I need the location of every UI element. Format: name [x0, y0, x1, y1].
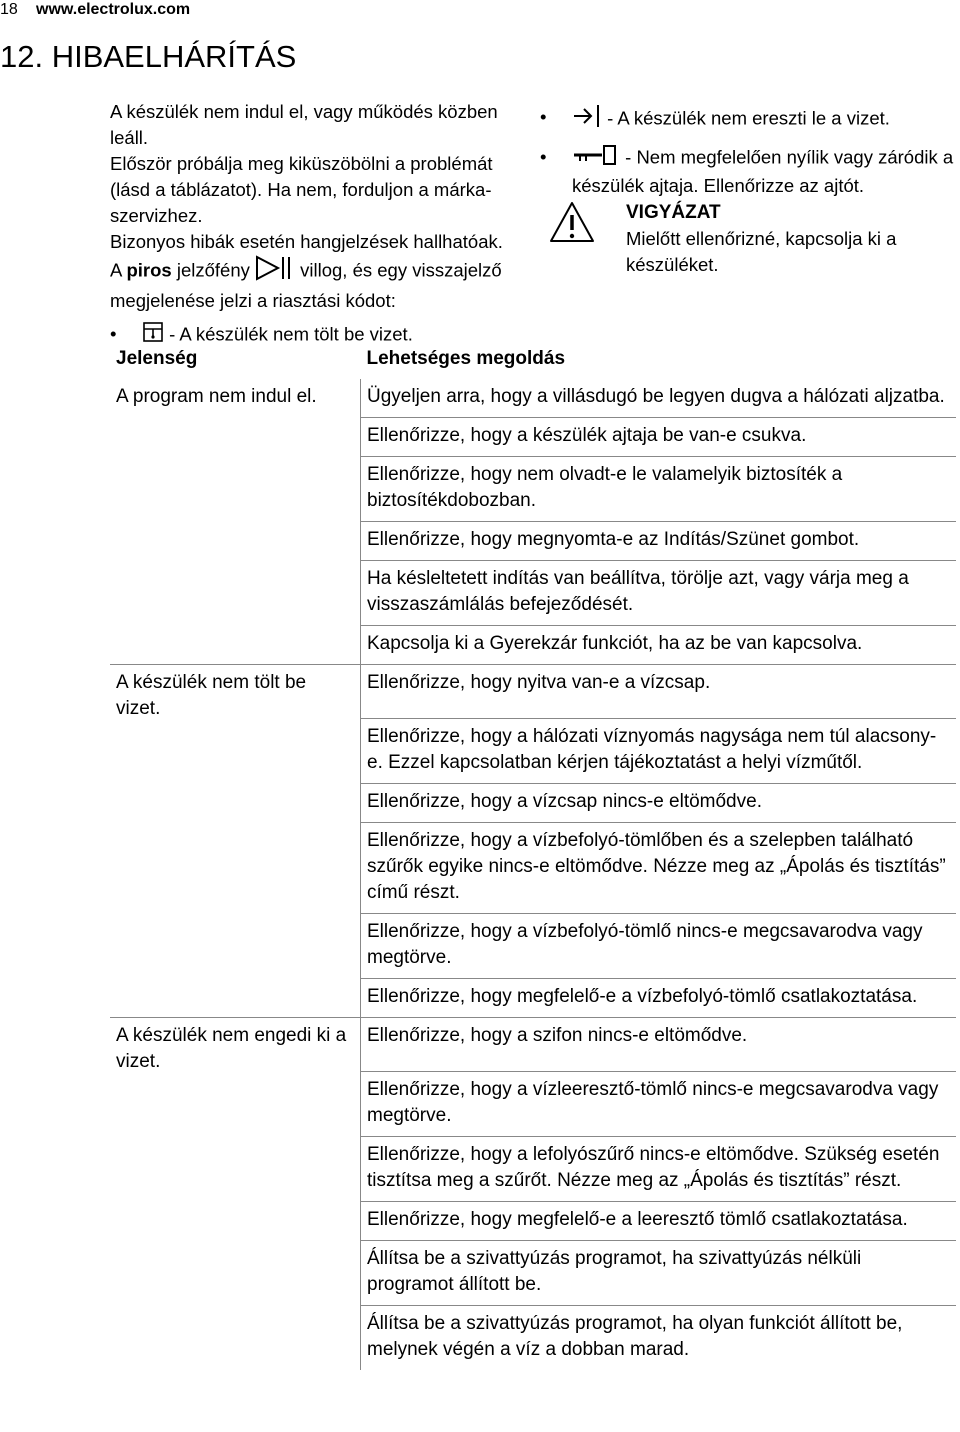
solution-cell: Ellenőrizze, hogy a szifon nincs-e eltömődve.: [361, 1018, 957, 1072]
solution-cell: Ellenőrizze, hogy a vízcsap nincs-e eltömődve.: [361, 784, 957, 823]
table-row: [110, 379, 956, 418]
warning-title: VIGYÁZAT: [626, 202, 721, 223]
solution-cell: Ellenőrizze, hogy nyitva van-e a vízcsap.: [361, 665, 957, 719]
solution-cell: Ellenőrizze, hogy a lefolyószűrő nincs-e eltömődve. Szükség esetén tisztítsa meg a szűrőt. Nézze meg az „Ápolás és tisztítás” részt.: [361, 1137, 957, 1202]
header-symptom: Jelenség: [116, 348, 198, 369]
page-number: 18: [0, 1, 18, 18]
solution-cell: Ellenőrizze, hogy a készülék ajtaja be van-e csukva.: [361, 418, 957, 457]
troubleshooting-table: [110, 344, 956, 1370]
intro-paragraph-4: [110, 255, 520, 314]
solution-cell: Ügyeljen arra, hogy a villásdugó be legyen dugva a hálózati aljzatba.: [361, 379, 957, 418]
alarm-list-item-drain: [540, 104, 960, 135]
intro-column: [110, 99, 520, 350]
bullet: •: [540, 146, 547, 167]
text-run: jelzőfény: [171, 259, 255, 281]
start-pause-icon: [255, 255, 295, 288]
alarm-list-item-door: [540, 144, 960, 199]
solution-cell: Ellenőrizze, hogy a vízleeresztő-tömlő nincs-e megcsavarodva vagy megtörve.: [361, 1072, 957, 1137]
header-url: www.electrolux.com: [36, 1, 191, 18]
warning-triangle-icon: [548, 200, 596, 251]
text-run: villog, és egy visszajelző megjelenése jelzi a riasztási kódot:: [110, 259, 502, 311]
solution-cell: Ha késleltetett indítás van beállítva, törölje azt, vagy várja meg a visszaszámlálás befejeződését.: [361, 561, 957, 626]
door-key-icon: [572, 144, 620, 173]
alarm-text: - A készülék nem ereszti le a vizet.: [602, 107, 890, 129]
table-row: [110, 665, 956, 719]
symptom-cell: A készülék nem tölt be vizet.: [110, 665, 361, 1018]
solution-cell: Állítsa be a szivattyúzás programot, ha szivattyúzás nélküli programot állított be.: [361, 1241, 957, 1306]
table-header-row: [110, 344, 956, 379]
solution-cell: Ellenőrizze, hogy megnyomta-e az Indítás/Szünet gombot.: [361, 522, 957, 561]
solution-cell: Ellenőrizze, hogy a vízbefolyó-tömlőben és a szelepben található szűrők egyike nincs-e eltömődve. Nézze meg az „Ápolás és tisztítás” című részt.: [361, 823, 957, 914]
header-solution: Lehetséges megoldás: [366, 348, 566, 369]
alarm-text: - A készülék nem tölt be vizet.: [164, 323, 413, 345]
intro-paragraph-3: Bizonyos hibák esetén hangjelzések hallhatóak.: [110, 231, 503, 252]
solution-cell: Ellenőrizze, hogy a hálózati víznyomás nagysága nem túl alacsony-e. Ezzel kapcsolatban kérjen tájékoztatást a helyi vízműtől.: [361, 719, 957, 784]
symptom-cell: A készülék nem engedi ki a vizet.: [110, 1018, 361, 1371]
bullet: •: [540, 106, 547, 127]
right-column: [540, 104, 960, 275]
bullet: •: [110, 323, 117, 344]
solution-cell: Ellenőrizze, hogy a vízbefolyó-tömlő nincs-e megcsavarodva vagy megtörve.: [361, 914, 957, 979]
solution-cell: Ellenőrizze, hogy nem olvadt-e le valamelyik biztosíték a biztosítékdobozban.: [361, 457, 957, 522]
alarm-text: - Nem megfelelően nyílik vagy záródik a készülék ajtaja. Ellenőrizze az ajtót.: [572, 146, 954, 196]
solution-cell: Állítsa be a szivattyúzás programot, ha olyan funkciót állított be, melynek végén a víz a dobban marad.: [361, 1306, 957, 1371]
intro-paragraph-2: Először próbálja meg kiküszöbölni a problémát (lásd a táblázatot). Ha nem, forduljon a márka-szervizhez.: [110, 153, 493, 226]
page-title: 12. HIBAELHÁRÍTÁS: [0, 39, 297, 74]
solution-cell: Ellenőrizze, hogy megfelelő-e a vízbefolyó-tömlő csatlakoztatása.: [361, 979, 957, 1018]
warning-text: Mielőtt ellenőrizné, kapcsolja ki a készüléket.: [626, 228, 897, 275]
solution-cell: Ellenőrizze, hogy megfelelő-e a leeresztő tömlő csatlakoztatása.: [361, 1202, 957, 1241]
intro-paragraph-1: A készülék nem indul el, vagy működés közben leáll.: [110, 101, 498, 148]
text-run: A: [110, 259, 127, 281]
symptom-cell: A program nem indul el.: [116, 386, 317, 407]
table-row: [110, 1018, 956, 1072]
solution-cell: Kapcsolja ki a Gyerekzár funkciót, ha az be van kapcsolva.: [361, 626, 957, 665]
red-word: piros: [126, 259, 172, 281]
drain-arrow-icon: [572, 104, 602, 135]
